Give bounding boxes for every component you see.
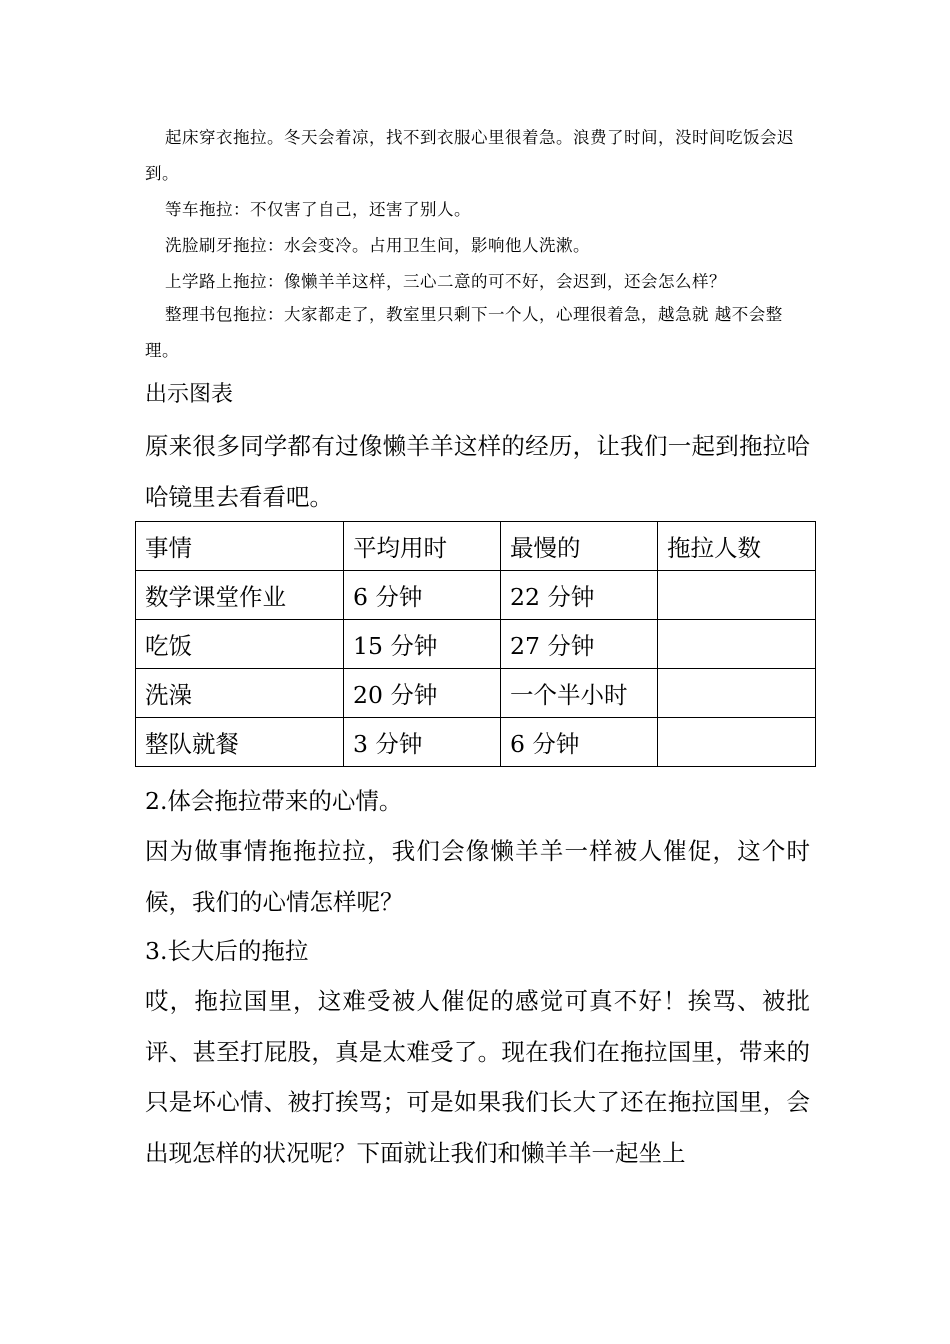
intro-paragraph-school-road: [145, 264, 810, 300]
intro-paragraph-dressing: [145, 120, 810, 192]
table-header-cell: 拖拉人数: [658, 522, 816, 571]
table-cell: 20 分钟: [344, 669, 501, 718]
intro-paragraph-bus-text: 等车拖拉：不仅害了自己，还害了别人。: [165, 200, 471, 219]
table-cell: 6 分钟: [501, 718, 658, 767]
table-row: [136, 620, 816, 669]
table-cell: 6 分钟: [344, 571, 501, 620]
section-2-body: 因为做事情拖拖拉拉，我们会像懒羊羊一样被人催促，这个时候，我们的心情怎样呢？: [145, 837, 810, 916]
intro-paragraph-washing-text: 洗脸刷牙拖拉：水会变冷。占用卫生间，影响他人洗漱。: [165, 236, 590, 255]
section-3-heading: 3.长大后的拖拉: [145, 937, 309, 965]
table-cell: 整队就餐: [136, 718, 344, 767]
table-cell: [658, 669, 816, 718]
intro-paragraph-schoolbag-text: 整理书包拖拉：大家都走了，教室里只剩下一个人，心理很着急，越急就 越不会整理。: [145, 305, 783, 360]
show-chart-heading: 出示图表: [145, 382, 234, 407]
table-cell: 吃饭: [136, 620, 344, 669]
table-cell: [658, 571, 816, 620]
table-cell: 数学课堂作业: [136, 571, 344, 620]
procrastination-table: [135, 521, 816, 767]
intro-paragraph-bus: [145, 192, 810, 228]
table-row: [136, 718, 816, 767]
table-cell: 22 分钟: [501, 571, 658, 620]
table-header-cell: 最慢的: [501, 522, 658, 571]
table-cell: 15 分钟: [344, 620, 501, 669]
section-2-heading: 2.体会拖拉带来的心情。: [145, 787, 403, 815]
intro-paragraph-schoolbag: [145, 297, 810, 369]
table-cell: 3 分钟: [344, 718, 501, 767]
section-3-body: 哎，拖拉国里，这难受被人催促的感觉可真不好！挨骂、被批评、甚至打屁股，真是太难受了。现在我们在拖拉国里，带来的只是坏心情、被打挨骂；可是如果我们长大了还在拖拉国里，会出现怎样的状况呢？下面就让我们和懒羊羊一起坐上: [145, 987, 810, 1167]
table-cell: [658, 718, 816, 767]
table-row: [136, 571, 816, 620]
intro-paragraph-dressing-text: 起床穿衣拖拉。冬天会着凉，找不到衣服心里很着急。浪费了时间，没时间吃饭会迟到。: [145, 128, 794, 183]
table-row: [136, 669, 816, 718]
chart-intro-paragraph: 原来很多同学都有过像懒羊羊这样的经历，让我们一起到拖拉哈哈镜里去看看吧。: [145, 432, 810, 511]
table-header-row: [136, 522, 816, 571]
table-header-cell: 平均用时: [344, 522, 501, 571]
intro-paragraph-school-road-text: 上学路上拖拉：像懒羊羊这样，三心二意的可不好，会迟到，还会怎么样？: [165, 272, 726, 291]
table-cell: [658, 620, 816, 669]
table-cell: 洗澡: [136, 669, 344, 718]
table-cell: 一个半小时: [501, 669, 658, 718]
table-cell: 27 分钟: [501, 620, 658, 669]
table-header-cell: 事情: [136, 522, 344, 571]
intro-paragraph-washing: [145, 228, 810, 264]
